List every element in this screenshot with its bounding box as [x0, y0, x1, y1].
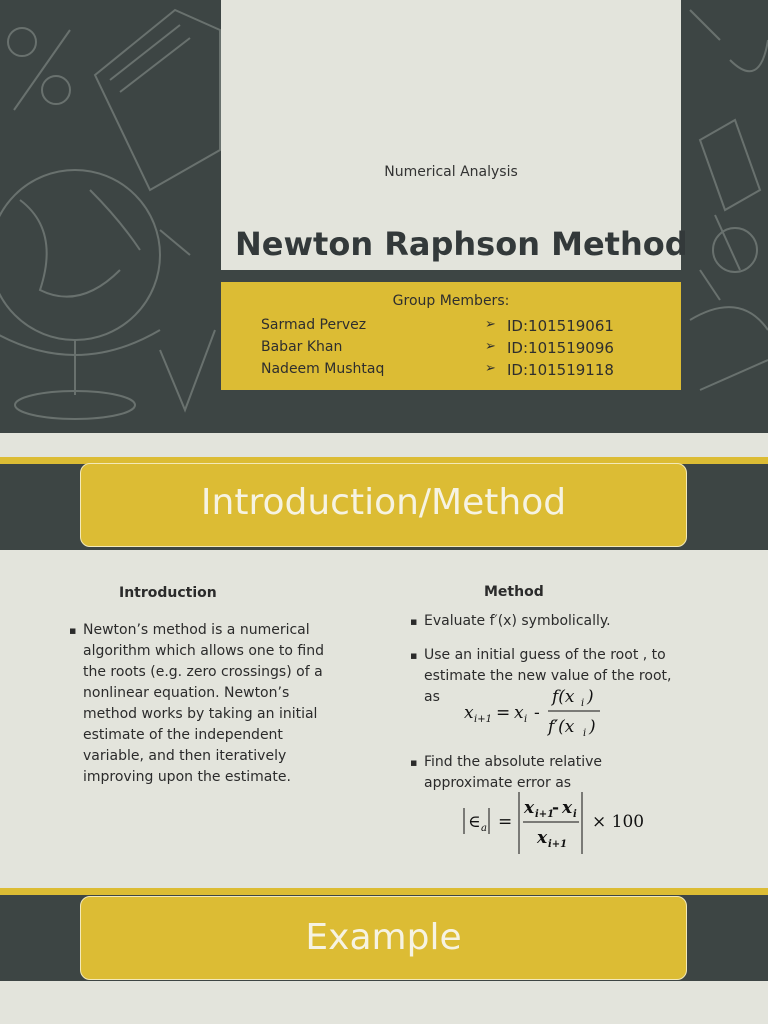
newton-iteration-formula: [460, 682, 610, 740]
svg-text:x: x: [524, 798, 535, 818]
svg-text:x: x: [537, 828, 548, 848]
member-name: Sarmad Pervez: [261, 317, 367, 333]
svg-text:): ): [587, 687, 594, 707]
method-step-3: ▪ Find the absolute relative approximate error as: [424, 752, 689, 794]
member-name: Babar Khan: [261, 339, 343, 355]
svg-text:x: x: [464, 703, 474, 723]
method-step-2: ▪ Use an initial guess of the root , to estimate the new value of the root, as: [424, 645, 689, 708]
section-header-example: [0, 888, 768, 981]
arrow-bullet-icon: ➢: [485, 317, 496, 332]
next-slide-start: [0, 981, 768, 1024]
group-members-box: [221, 282, 681, 390]
title-panel: [221, 0, 688, 270]
svg-text:i+1: i+1: [535, 809, 555, 820]
arrow-bullet-icon: ➢: [485, 339, 496, 354]
section-title: Introduction/Method: [200, 482, 567, 523]
svg-text:i: i: [573, 809, 577, 820]
section-header-intro: [0, 457, 768, 550]
svg-text:× 100: × 100: [592, 812, 645, 832]
member-id: ID:101519096: [507, 339, 614, 357]
svg-text:i+1: i+1: [548, 839, 568, 850]
svg-text:-: -: [552, 798, 560, 818]
method-heading: Method: [484, 584, 544, 600]
svg-text:f(x: f(x: [552, 687, 575, 707]
svg-text:f′(x: f′(x: [548, 717, 575, 737]
title-slide: [0, 0, 768, 433]
section-title: Example: [305, 917, 462, 958]
member-row: [221, 339, 681, 361]
svg-text:i: i: [583, 728, 587, 739]
arrow-bullet-icon: ➢: [485, 361, 496, 376]
svg-text:=: =: [496, 703, 511, 723]
svg-text:-: -: [534, 703, 540, 723]
member-row: [221, 317, 681, 339]
svg-text:x: x: [514, 703, 524, 723]
svg-text:x: x: [562, 798, 573, 818]
svg-text:a: a: [481, 823, 487, 834]
svg-text:i: i: [524, 714, 528, 725]
svg-text:i+1: i+1: [474, 714, 492, 725]
member-row: [221, 361, 681, 383]
svg-text:i: i: [581, 698, 585, 709]
member-id: ID:101519061: [507, 317, 614, 335]
svg-text:): ): [589, 717, 596, 737]
section-banner: [80, 896, 687, 980]
introduction-text: ▪ Newton’s method is a numerical algorithm which allows one to find the roots (e.g. zero crossings) of a nonlinear equation. Newton’s method works by taking an initial estimate of the independent variable, and then iteratively improving upon the estimate.: [83, 620, 333, 788]
section-banner: [80, 463, 687, 547]
svg-text:∈: ∈: [468, 812, 481, 832]
member-id: ID:101519118: [507, 361, 614, 379]
relative-error-formula: [460, 790, 660, 856]
intro-method-content: [0, 550, 768, 888]
group-members-heading: Group Members:: [392, 293, 510, 309]
member-name: Nadeem Mushtaq: [261, 361, 385, 377]
presentation-subtitle: Numerical Analysis: [384, 164, 518, 180]
accent-stripe: [0, 888, 768, 895]
introduction-heading: Introduction: [119, 585, 217, 601]
presentation-title: Newton Raphson Method: [235, 225, 688, 263]
method-step-1: ▪ Evaluate f′(x) symbolically.: [424, 611, 694, 632]
svg-text:=: =: [498, 812, 513, 832]
